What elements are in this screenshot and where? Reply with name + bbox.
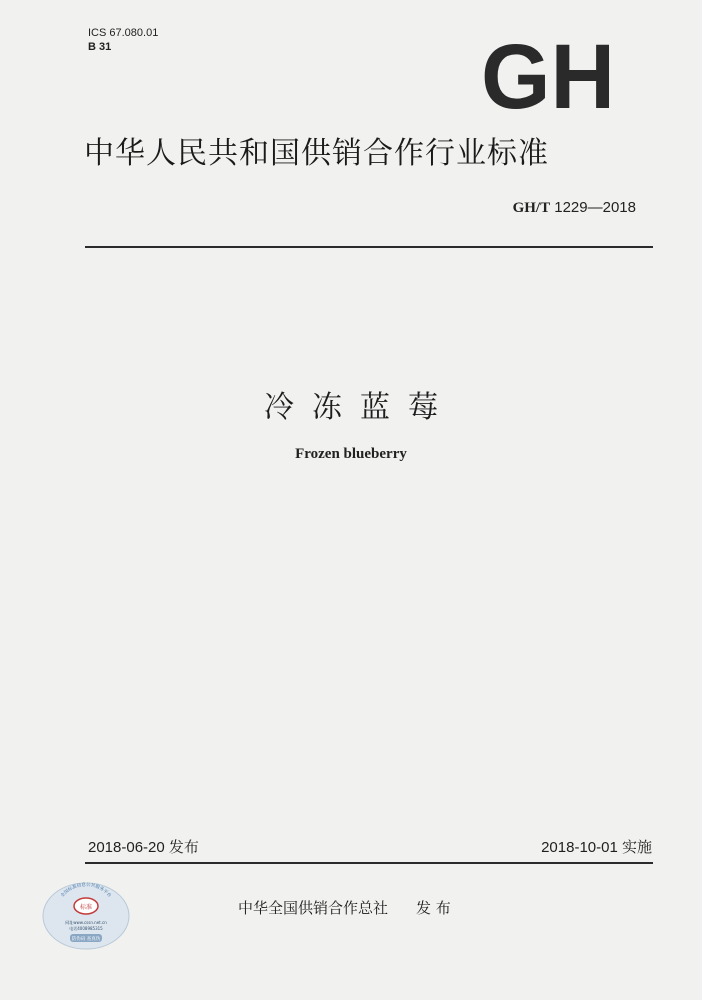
stamp-logo-text: 标准 (79, 904, 93, 911)
standard-prefix: GH/T (512, 200, 551, 216)
standard-number (513, 199, 636, 217)
issuing-body-title: 中华人民共和国供销合作行业标准 (84, 136, 549, 171)
publisher-action: 发 布 (416, 899, 451, 917)
top-divider (85, 246, 653, 248)
document-title-en: Frozen blueberry (295, 446, 407, 462)
stamp-badge-text: 防伪码 查真伪 (71, 937, 101, 942)
document-title-cn: 冷冻蓝莓 (264, 390, 456, 425)
stamp-line-1: 网址www.cssn.net.cn (65, 920, 107, 925)
stamp-line-2: 电话4008985315 (69, 926, 103, 931)
stamp-ring-text: 全国标准信息公共服务平台 (60, 882, 112, 899)
publisher-name: 中华全国供销合作总社 (238, 899, 389, 917)
publish-date: 2018-06-20 发布 (88, 839, 199, 856)
gh-logo (480, 40, 616, 112)
gh-logo-text: GH (481, 40, 615, 112)
ics-code: ICS 67.080.01 (88, 27, 159, 39)
implement-date: 2018-10-01 实施 (541, 839, 652, 856)
publisher-line (238, 897, 451, 918)
bottom-divider (85, 862, 653, 864)
standard-code: 1229—2018 (554, 199, 636, 216)
anti-counterfeit-stamp (40, 880, 132, 950)
ics-classification (88, 26, 158, 54)
ccs-code: B 31 (88, 41, 112, 53)
